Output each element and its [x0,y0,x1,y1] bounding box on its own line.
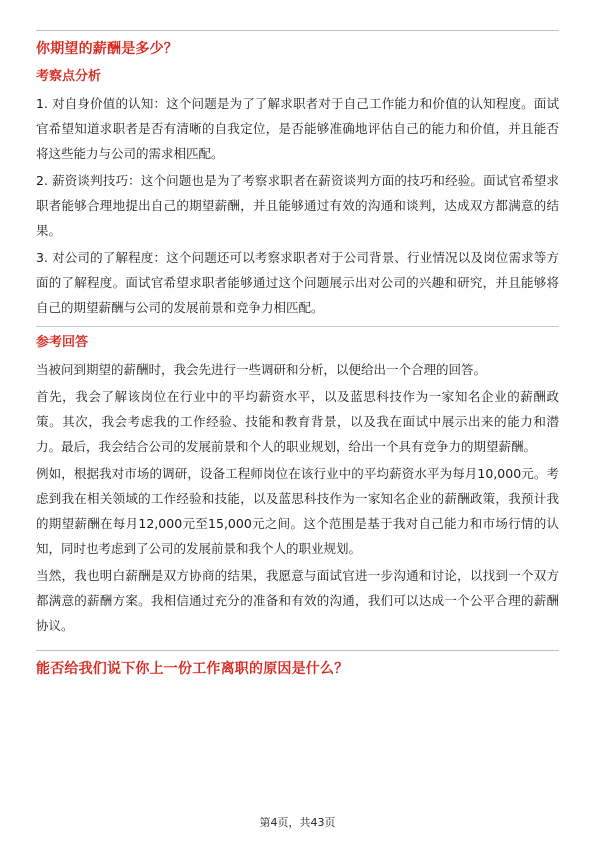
answer-heading: 参考回答 [36,335,89,350]
answer-paragraph: 例如，根据我对市场的调研，设备工程师岗位在该行业中的平均薪资水平为每月10,000元。考虑到我在相关领域的工作经验和技能，以及蓝思科技作为一家知名企业的薪酬政策，我预计我的期望薪酬在每月12,000元至15,000元之间。这个范围是基于我对自己能力和市场行情的认知，同时也考虑到了公司的发展前景和我个人的职业规划。 [36,466,559,556]
analysis-point: 3. 对公司的了解程度：这个问题还可以考察求职者对于公司背景、行业情况以及岗位需求等方面的了解程度。面试官希望求职者能够通过这个问题展示出对公司的兴趣和研究，并且能够将自己的期望薪酬与公司的发展前景和竞争力相匹配。 [36,250,559,315]
page-number: 第4页，共43页 [259,816,336,829]
analysis-point: 2. 薪资谈判技巧：这个问题也是为了考察求职者在薪资谈判方面的技巧和经验。面试官希望求职者能够合理地提出自己的期望薪酬，并且能够通过有效的沟通和谈判，达成双方都满意的结果。 [36,173,559,238]
answer-paragraph: 首先，我会了解该岗位在行业中的平均薪资水平，以及蓝思科技作为一家知名企业的薪酬政策。其次，我会考虑我的工作经验、技能和教育背景，以及我在面试中展示出来的能力和潜力。最后，我会结合公司的发展前景和个人的职业规划，给出一个具有竞争力的期望薪酬。 [36,389,559,454]
question-title: 你期望的薪酬是多少？ [36,41,178,57]
question-title: 能否给我们说下你上一份工作离职的原因是什么？ [36,661,349,677]
divider [36,326,559,327]
question-section-salary [36,30,559,638]
question-section-resignation [36,650,559,679]
page-content [36,30,559,687]
analysis-heading: 考察点分析 [36,69,102,84]
answer-paragraph: 当被问到期望的薪酬时，我会先进行一些调研和分析，以便给出一个合理的回答。 [36,362,487,377]
analysis-point: 1. 对自身价值的认知：这个问题是为了了解求职者对于自己工作能力和价值的认知程度。面试官希望知道求职者是否有清晰的自我定位，是否能够准确地评估自己的能力和价值，并且能否将这些能力与公司的需求相匹配。 [36,96,559,161]
answer-paragraph: 当然，我也明白薪酬是双方协商的结果，我愿意与面试官进一步沟通和讨论，以找到一个双方都满意的薪酬方案。我相信通过充分的准备和有效的沟通，我们可以达成一个公平合理的薪酬协议。 [36,568,559,633]
